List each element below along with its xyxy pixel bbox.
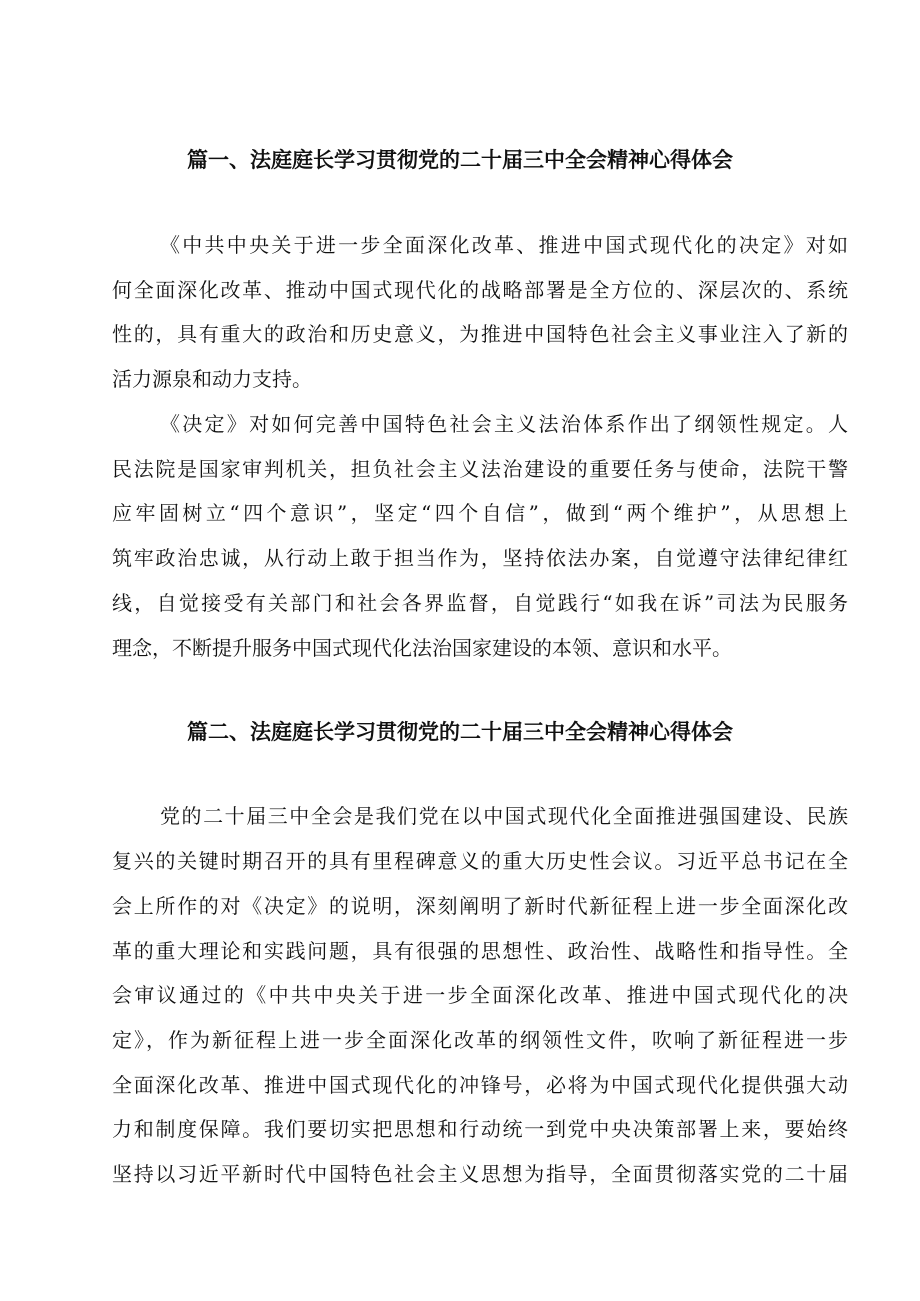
section-1-paragraph-1-line-1: 《中共中央关于进一步全面深化改革、推进中国式现代化的决定》对如 xyxy=(160,233,848,257)
section-2-paragraph-1-line-8: 力和制度保障。我们要切实把思想和行动统一到党中央决策部署上来，要始终 xyxy=(112,1117,848,1141)
section-1-paragraph-1-line-4: 活力源泉和动力支持。 xyxy=(112,367,312,391)
section-1-paragraph-2-line-2: 民法院是国家审判机关，担负社会主义法治建设的重要任务与使命，法院干警 xyxy=(112,457,848,481)
section-2-paragraph-1-line-4: 革的重大理论和实践问题，具有很强的思想性、政治性、战略性和指导性。全 xyxy=(112,939,848,963)
section-2-paragraph-1-line-1: 党的二十届三中全会是我们党在以中国式现代化全面推进强国建设、民族 xyxy=(160,804,848,828)
section-1-paragraph-2-line-3: 应牢固树立“四个意识”，坚定“四个自信”，做到“两个维护”，从思想上 xyxy=(112,501,848,525)
section-1-paragraph-2-line-6: 理念，不断提升服务中国式现代化法治国家建设的本领、意识和水平。 xyxy=(112,636,732,660)
section-2-paragraph-1-line-2: 复兴的关键时期召开的具有里程碑意义的重大历史性会议。习近平总书记在全 xyxy=(112,849,848,873)
section-1-heading: 篇一、法庭庭长学习贯彻党的二十届三中全会精神心得体会 xyxy=(187,148,733,172)
section-1-paragraph-1-line-3: 性的，具有重大的政治和历史意义，为推进中国特色社会主义事业注入了新的 xyxy=(112,322,848,346)
section-2-paragraph-1-line-9: 坚持以习近平新时代中国特色社会主义思想为指导，全面贯彻落实党的二十届 xyxy=(112,1162,848,1186)
section-1-paragraph-2-line-4: 筑牢政治忠诚，从行动上敢于担当作为，坚持依法办案，自觉遵守法律纪律红 xyxy=(112,546,848,570)
section-1-paragraph-2-line-1: 《决定》对如何完善中国特色社会主义法治体系作出了纲领性规定。人 xyxy=(160,412,848,436)
section-2-paragraph-1-line-3: 会上所作的对《决定》的说明，深刻阐明了新时代新征程上进一步全面深化改 xyxy=(112,894,848,918)
section-1-paragraph-1-line-2: 何全面深化改革、推动中国式现代化的战略部署是全方位的、深层次的、系统 xyxy=(112,278,848,302)
section-2-paragraph-1-line-7: 全面深化改革、推进中国式现代化的冲锋号，必将为中国式现代化提供强大动 xyxy=(112,1073,848,1097)
section-2-heading: 篇二、法庭庭长学习贯彻党的二十届三中全会精神心得体会 xyxy=(187,720,733,744)
section-1-paragraph-2-line-5: 线，自觉接受有关部门和社会各界监督，自觉践行“如我在诉”司法为民服务 xyxy=(112,591,848,615)
section-2-paragraph-1-line-5: 会审议通过的《中共中央关于进一步全面深化改革、推进中国式现代化的决 xyxy=(112,983,848,1007)
section-2-paragraph-1-line-6: 定》，作为新征程上进一步全面深化改革的纲领性文件，吹响了新征程进一步 xyxy=(112,1028,848,1052)
